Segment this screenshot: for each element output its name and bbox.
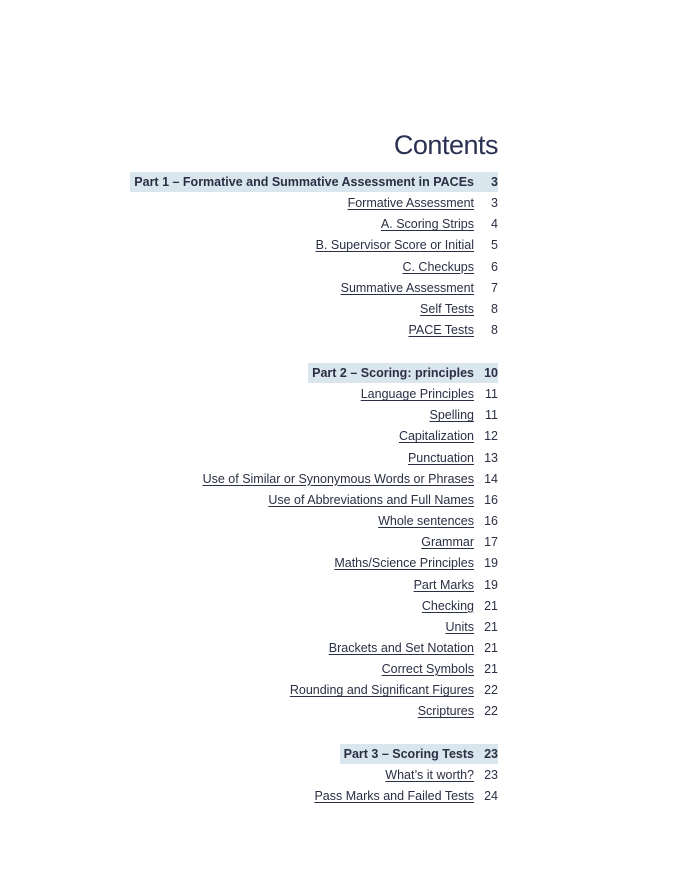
toc-entry-link[interactable]: Maths/Science Principles bbox=[334, 556, 474, 571]
toc-entry bbox=[418, 701, 498, 721]
toc-entry-page-number: 23 bbox=[484, 768, 498, 783]
toc-entry-page-number: 13 bbox=[484, 450, 498, 465]
toc-part-label: Part 3 – Scoring Tests bbox=[343, 747, 474, 761]
toc-entry-page-number: 8 bbox=[491, 301, 498, 316]
toc-entry-page-number: 6 bbox=[491, 259, 498, 274]
toc-part-heading[interactable] bbox=[308, 363, 498, 383]
toc-entry-page-number: 12 bbox=[484, 429, 498, 444]
toc-entry bbox=[348, 193, 498, 213]
toc-entry bbox=[361, 384, 498, 404]
toc-entry-link[interactable]: What’s it worth? bbox=[385, 768, 474, 783]
toc-entry bbox=[421, 532, 498, 552]
toc-part-label: Part 1 – Formative and Summative Assessment in PACEs bbox=[134, 175, 474, 189]
toc-entry-page-number: 14 bbox=[484, 471, 498, 486]
toc-entry-page-number: 11 bbox=[485, 408, 498, 423]
toc-entry bbox=[422, 596, 498, 616]
toc-entry bbox=[385, 765, 498, 785]
toc-entry-link[interactable]: Language Principles bbox=[360, 387, 474, 402]
toc-entry bbox=[430, 405, 498, 425]
toc-part-page-number: 3 bbox=[491, 175, 498, 189]
toc-entry-page-number: 19 bbox=[484, 577, 498, 592]
toc-entry-page-number: 21 bbox=[484, 598, 498, 613]
toc-entry-link[interactable]: B. Supervisor Score or Initial bbox=[315, 238, 474, 253]
toc-entry bbox=[378, 511, 498, 531]
toc-part-heading[interactable] bbox=[340, 744, 498, 764]
toc-entry-page-number: 21 bbox=[484, 640, 498, 655]
toc-entry-link[interactable]: Pass Marks and Failed Tests bbox=[314, 789, 474, 804]
toc-entry bbox=[408, 320, 498, 340]
toc-entry bbox=[402, 257, 498, 277]
toc-entry-link[interactable]: Part Marks bbox=[413, 577, 474, 592]
toc-entry-page-number: 21 bbox=[484, 619, 498, 634]
toc-entry-link[interactable]: A. Scoring Strips bbox=[380, 217, 474, 232]
toc-entry-link[interactable]: Summative Assessment bbox=[340, 280, 474, 295]
toc-entry-link[interactable]: Correct Symbols bbox=[381, 662, 474, 677]
toc-entry bbox=[408, 448, 498, 468]
toc-entry-page-number: 7 bbox=[491, 280, 498, 295]
toc-entry-link[interactable]: Units bbox=[445, 619, 474, 634]
toc-entry-page-number: 5 bbox=[491, 238, 498, 253]
toc-entry-link[interactable]: Self Tests bbox=[420, 301, 474, 316]
toc-entry-link[interactable]: Punctuation bbox=[407, 450, 474, 465]
toc-entry-link[interactable]: Use of Similar or Synonymous Words or Phrases bbox=[202, 471, 474, 486]
toc-part-page-number: 23 bbox=[484, 747, 498, 761]
toc-entry bbox=[420, 299, 498, 319]
toc-entry-page-number: 3 bbox=[491, 196, 498, 211]
toc-entry bbox=[381, 214, 498, 234]
toc-entry-link[interactable]: C. Checkups bbox=[402, 259, 474, 274]
toc-entry-link[interactable]: Capitalization bbox=[398, 429, 474, 444]
toc-entry-page-number: 16 bbox=[484, 514, 498, 529]
toc-entry-link[interactable]: Checking bbox=[421, 598, 474, 613]
toc-entry bbox=[334, 553, 498, 573]
toc-entry-link[interactable]: Rounding and Significant Figures bbox=[289, 683, 474, 698]
toc-entry-link[interactable]: PACE Tests bbox=[408, 323, 474, 338]
toc-entry bbox=[382, 659, 498, 679]
toc-entry-page-number: 24 bbox=[484, 789, 498, 804]
toc-entry bbox=[446, 617, 498, 637]
toc-entry-page-number: 19 bbox=[484, 556, 498, 571]
toc-entry bbox=[399, 426, 498, 446]
toc-entry bbox=[341, 278, 498, 298]
toc-entry-page-number: 4 bbox=[491, 217, 498, 232]
toc-entry-page-number: 22 bbox=[484, 704, 498, 719]
toc-entry-page-number: 16 bbox=[484, 492, 498, 507]
toc-entry bbox=[316, 235, 498, 255]
toc-entry-link[interactable]: Grammar bbox=[421, 535, 474, 550]
toc-entry-link[interactable]: Brackets and Set Notation bbox=[328, 640, 474, 655]
toc-entry bbox=[290, 680, 498, 700]
toc-entry-page-number: 11 bbox=[485, 387, 498, 402]
toc-entry-link[interactable]: Scriptures bbox=[417, 704, 474, 719]
toc-entry-page-number: 21 bbox=[484, 662, 498, 677]
toc-entry bbox=[203, 469, 498, 489]
toc-entry-link[interactable]: Whole sentences bbox=[378, 514, 474, 529]
toc-entry bbox=[268, 490, 498, 510]
toc-entry-link[interactable]: Use of Abbreviations and Full Names bbox=[268, 492, 474, 507]
toc-entry-link[interactable]: Spelling bbox=[429, 408, 474, 423]
toc-part-page-number: 10 bbox=[484, 366, 498, 380]
toc-entry bbox=[329, 638, 498, 658]
toc-entry-page-number: 17 bbox=[484, 535, 498, 550]
toc-entry bbox=[314, 786, 498, 806]
page-title: Contents bbox=[393, 130, 498, 161]
toc-entry bbox=[414, 575, 498, 595]
toc-part-label: Part 2 – Scoring: principles bbox=[312, 366, 474, 380]
toc-entry-link[interactable]: Formative Assessment bbox=[347, 196, 474, 211]
toc-entry-page-number: 22 bbox=[484, 683, 498, 698]
toc-entry-page-number: 8 bbox=[491, 323, 498, 338]
toc-part-heading[interactable] bbox=[130, 172, 498, 192]
